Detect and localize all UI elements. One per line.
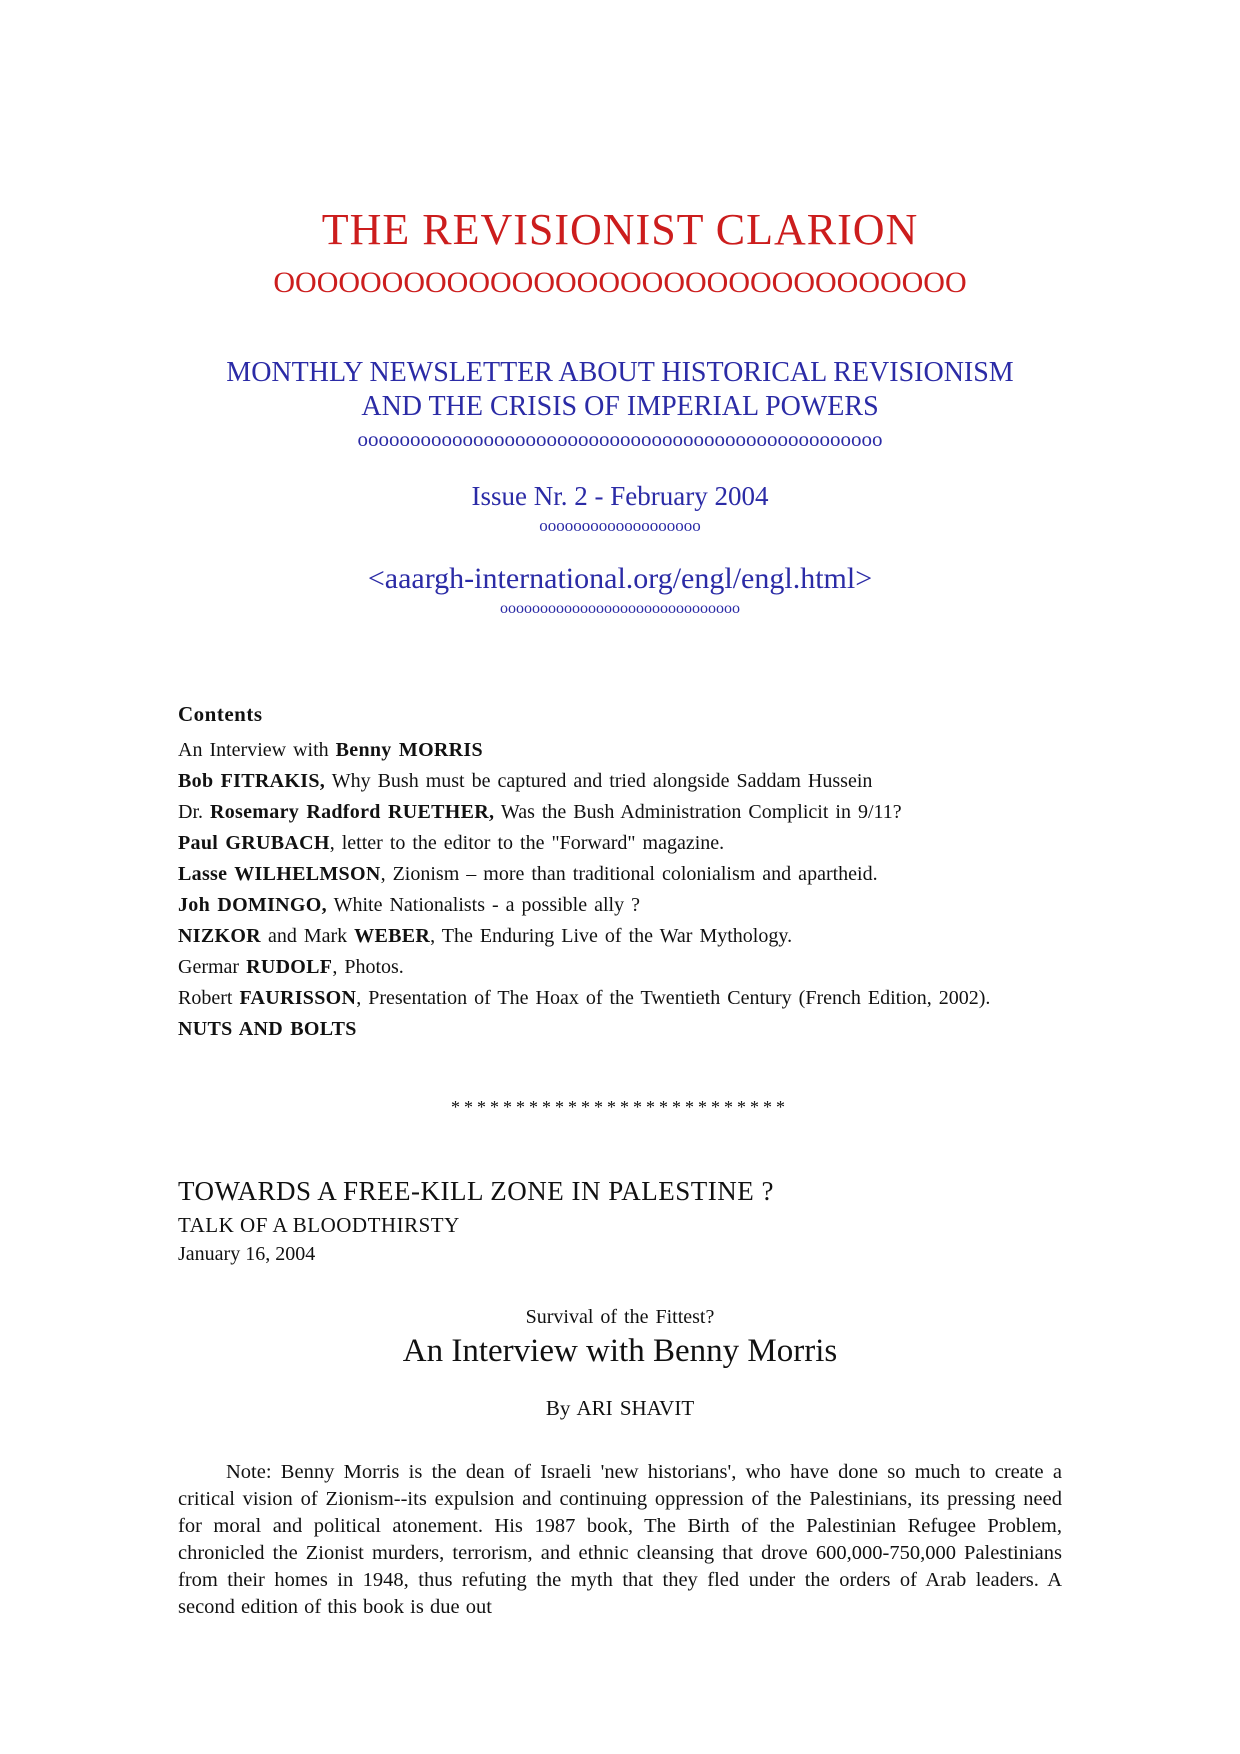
issue-ornament: ooooooooooooooooooo [539, 515, 701, 535]
issue-line: Issue Nr. 2 - February 2004 [471, 480, 769, 511]
newsletter-title: THE REVISIONIST CLARION [321, 205, 919, 254]
contents-item: An Interview with Benny MORRIS [178, 738, 483, 761]
site-url: <aaargh-international.org/engl/engl.html> [367, 561, 873, 595]
title-ornament: OOOOOOOOOOOOOOOOOOOOOOOOOOOOOOOO [273, 266, 967, 300]
subtitle-line-1: MONTHLY NEWSLETTER ABOUT HISTORICAL REVISIONISM [226, 357, 1014, 389]
contents-item: Bob FITRAKIS, Why Bush must be captured and tried alongside Saddam Hussein [178, 769, 873, 792]
url-ornament: oooooooooooooooooooooooooooooo [500, 599, 740, 617]
contents-item: Joh DOMINGO, White Nationalists - a possible ally ? [178, 893, 640, 916]
contents-item: Paul GRUBACH, letter to the editor to the "Forward" magazine. [178, 831, 725, 854]
contents-list [178, 735, 1062, 1045]
subtitle-line-2: AND THE CRISIS OF IMPERIAL POWERS [361, 390, 879, 422]
contents-heading: Contents [178, 701, 263, 726]
contents-item: NUTS AND BOLTS [178, 1017, 357, 1040]
contents-item: Dr. Rosemary Radford RUETHER, Was the Bush Administration Complicit in 9/11? [178, 800, 902, 823]
subtitle-ornament: oooooooooooooooooooooooooooooooooooooooooooooooooo [357, 426, 883, 451]
contents-item: Lasse WILHELMSON, Zionism – more than traditional colonialism and apartheid. [178, 862, 878, 885]
interview-kicker: Survival of the Fittest? [525, 1305, 715, 1328]
stars-divider: ************************** [451, 1096, 789, 1117]
contents-item: NIZKOR and Mark WEBER, The Enduring Live of the War Mythology. [178, 924, 793, 947]
newsletter-subtitle [178, 356, 1062, 423]
interview-header [178, 1306, 1062, 1421]
intro-note: Note: Benny Morris is the dean of Israeli 'new historians', who have done so much to create a critical vision of Zionism--its expulsion and continuing oppression of the Palestinians, its pressing need for moral and political atonement. His 1987 book, The Birth of the Palestinian Refugee Problem, chronicled the Zionist murders, terrorism, and ethnic cleansing that drove 600,000-750,000 Palestinians from their homes in 1948, thus refuting the myth that they fled under the orders of Arab leaders. A second edition of this book is due out [178, 1460, 1062, 1618]
article-subhead: TALK OF A BLOODTHIRSTY [178, 1212, 460, 1237]
contents-item: Robert FAURISSON, Presentation of The Hoax of the Twentieth Century (French Edition, 2002). [178, 986, 991, 1009]
contents-section [178, 702, 1062, 1045]
article-header [178, 1176, 1062, 1266]
article-headline: TOWARDS A FREE-KILL ZONE IN PALESTINE ? [178, 1175, 774, 1206]
interview-title: An Interview with Benny Morris [402, 1332, 838, 1369]
contents-item: Germar RUDOLF, Photos. [178, 955, 404, 978]
masthead [178, 0, 1062, 618]
interview-byline: By ARI SHAVIT [545, 1395, 695, 1420]
article-date: January 16, 2004 [178, 1242, 316, 1265]
